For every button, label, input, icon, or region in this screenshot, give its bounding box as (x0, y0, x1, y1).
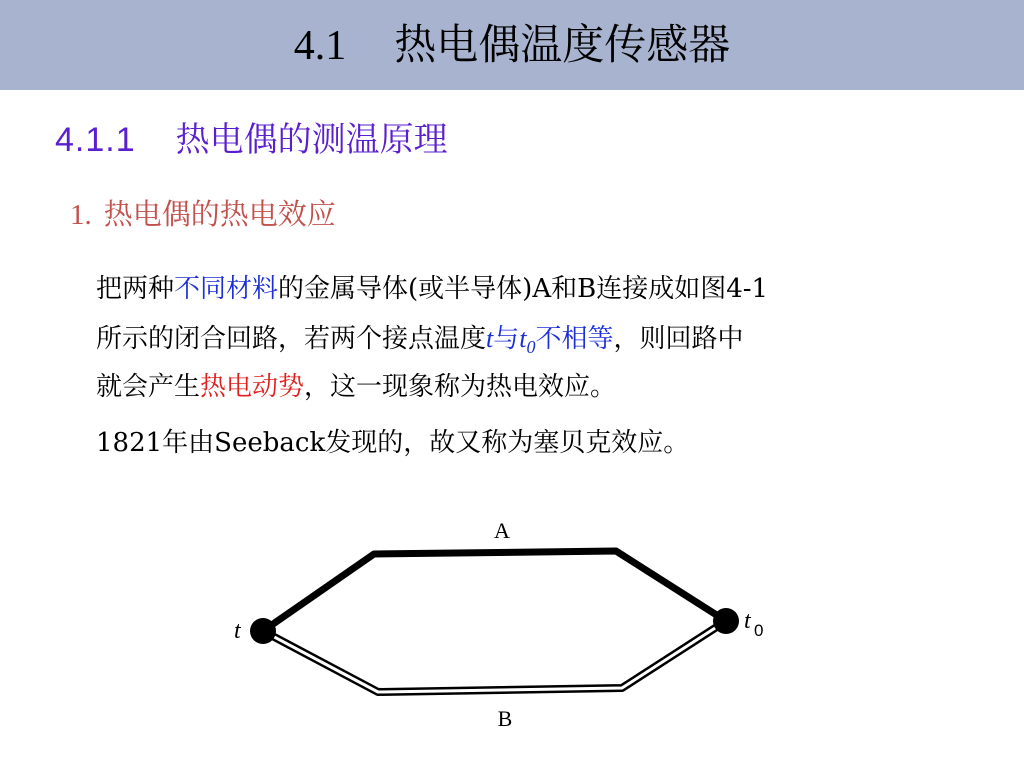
highlight-not-equal: 不相等 (535, 324, 614, 354)
conductor-b-wire-inner (263, 621, 726, 692)
section-title: 热电偶温度传感器 (394, 20, 731, 69)
text-segment: 所示的闭合回路，若两个接点温度 (96, 324, 487, 354)
highlight-different-materials: 不同材料 (174, 274, 279, 304)
text-segment: 的金属导体(或半导体)A和B连接成如图4-1 (278, 274, 769, 304)
var-t0-sub: 0 (526, 337, 536, 358)
subsection-number: 4.1.1 (55, 121, 136, 159)
highlight-thermo-emf: 热电动势 (200, 372, 305, 402)
var-t0-base: t (519, 324, 527, 353)
var-t: t (486, 324, 494, 353)
label-t0-base: t (744, 608, 751, 634)
label-t: t (234, 618, 241, 644)
text-segment: 就会产生 (96, 372, 201, 402)
paragraph-2: 1821年由Seeback发现的，故又称为塞贝克效应。 (96, 428, 690, 458)
label-b: B (497, 706, 513, 731)
junction-t-dot (250, 618, 276, 644)
label-t0-sub: 0 (754, 621, 764, 640)
point-number: 1. (70, 199, 92, 231)
text-segment: 把两种 (96, 274, 175, 304)
text-segment: ，则回路中 (613, 324, 744, 354)
text-yu: 与 (493, 324, 520, 354)
conductor-a-wire (263, 551, 726, 631)
subsection-title: 热电偶的测温原理 (175, 120, 448, 160)
junction-t0-dot (713, 608, 739, 634)
text-segment: ，这一现象称为热电效应。 (304, 372, 617, 402)
conductor-b-wire-outer (263, 621, 726, 692)
section-number: 4.1 (293, 23, 347, 69)
label-a: A (494, 518, 510, 543)
point-title: 热电偶的热电效应 (103, 197, 336, 231)
